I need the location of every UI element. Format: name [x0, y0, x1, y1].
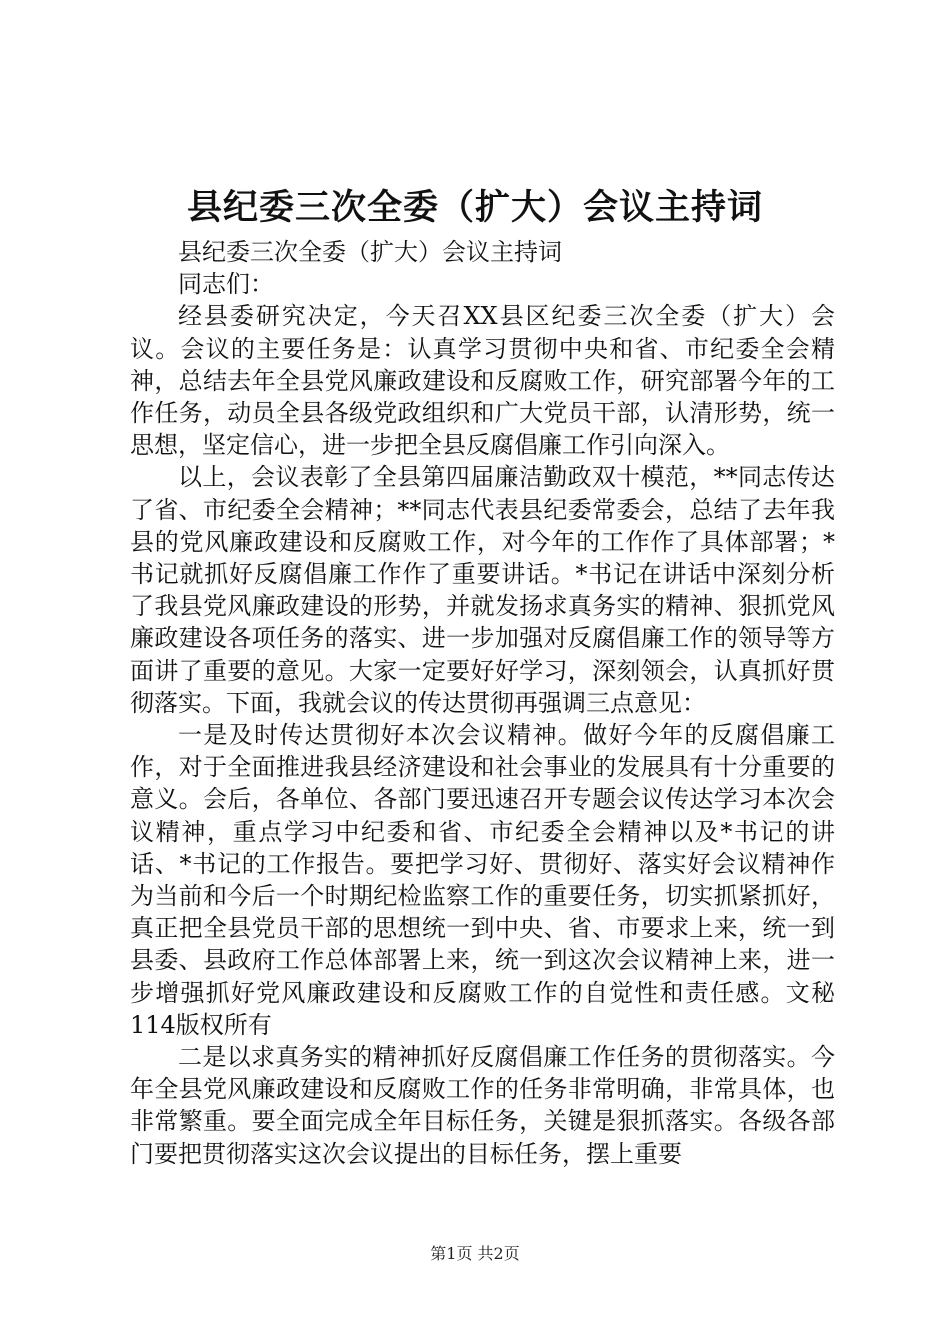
- paragraph-point-two: 二是以求真务实的精神抓好反腐倡廉工作任务的贯彻落实。今年全县党风廉政建设和反腐败工作的任务非常明确，非常具体，也非常繁重。要全面完成全年目标任务，关键是狠抓落实。各级各部门要把贯彻落实这次会议提出的目标任务，摆上重要: [130, 1043, 835, 1168]
- paragraph-point-one: 一是及时传达贯彻好本次会议精神。做好今年的反腐倡廉工作，对于全面推进我县经济建设和社会事业的发展具有十分重要的意义。会后，各单位、各部门要迅速召开专题会议传达学习本次会议精神，重点学习中纪委和省、市纪委全会精神以及*书记的讲话、*书记的工作报告。要把学习好、贯彻好、落实好会议精神作为当前和今后一个时期纪检监察工作的重要任务，切实抓紧抓好，真正把全县党员干部的思想统一到中央、省、市要求上来，统一到县委、县政府工作总体部署上来，统一到这次会议精神上来，进一步增强抓好党风廉政建设和反腐败工作的自觉性和责任感。文秘114版权所有: [130, 721, 835, 1039]
- page-footer: 第1页 共2页: [430, 1244, 520, 1263]
- document-body: [130, 236, 835, 1170]
- paragraph-subtitle: 县纪委三次全委（扩大）会议主持词: [178, 238, 562, 266]
- paragraph-salutation: 同志们：: [178, 270, 274, 299]
- paragraph-opening: 经县委研究决定，今天召XX县区纪委三次全委（扩大）会议。会议的主要任务是：认真学习贯彻中央和省、市纪委全会精神，总结去年全县党风廉政建设和反腐败工作，研究部署今年的工作任务，动员全县各级党政组织和广大党员干部，认清形势，统一思想，坚定信心，进一步把全县反腐倡廉工作引向深入。: [130, 302, 835, 460]
- paragraph-summary: 以上，会议表彰了全县第四届廉洁勤政双十模范，**同志传达了省、市纪委全会精神；**同志代表县纪委常委会，总结了去年我县的党风廉政建设和反腐败工作，对今年的工作作了具体部署；*书记就抓好反腐倡廉工作作了重要讲话。*书记在讲话中深刻分析了我县党风廉政建设的形势，并就发扬求真务实的精神、狠抓党风廉政建设各项任务的落实、进一步加强对反腐倡廉工作的领导等方面讲了重要的意见。大家一定要好好学习，深刻领会，认真抓好贯彻落实。下面，我就会议的传达贯彻再强调三点意见：: [130, 463, 835, 717]
- document-title: 县纪委三次全委（扩大）会议主持词: [186, 187, 763, 228]
